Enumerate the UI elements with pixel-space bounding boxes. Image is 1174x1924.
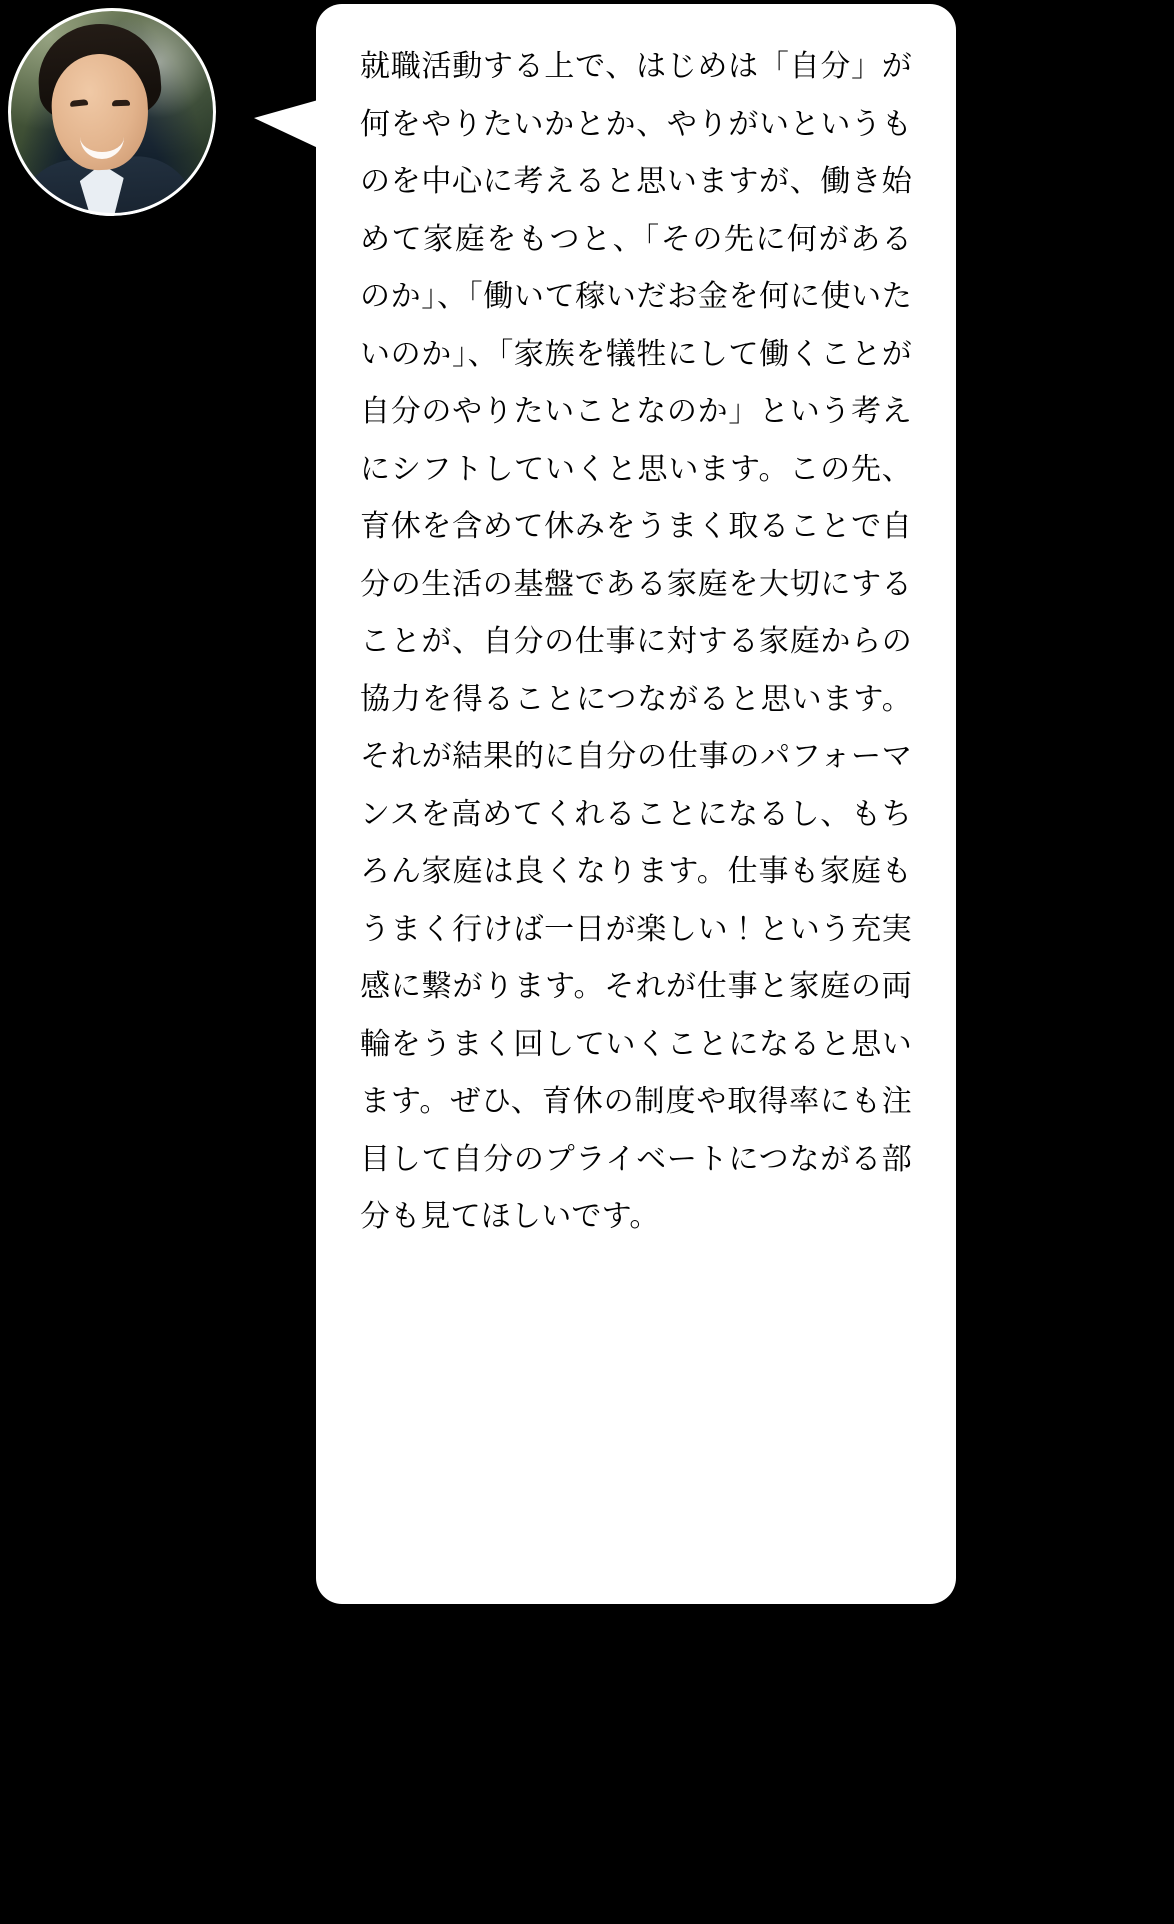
- avatar: [8, 8, 216, 216]
- interview-quote-text: 就職活動する上で、はじめは「自分」が何をやりたいかとか、やりがいというものを中心に考えると思いますが、働き始めて家庭をもつと、「その先に何があるのか」、「働いて稼いだお金を何に使いたいのか」、「家族を犠牲にして働くことが自分のやりたいことなのか」という考えにシフトしていくと思います。この先、育休を含めて休みをうまく取ることで自分の生活の基盤である家庭を大切にすることが、自分の仕事に対する家庭からの協力を得ることにつながると思います。それが結果的に自分の仕事のパフォーマンスを高めてくれることになるし、もちろん家庭は良くなります。仕事も家庭もうまく行けば一日が楽しい！という充実感に繋がります。それが仕事と家庭の両輪をうまく回していくことになると思います。ぜひ、育休の制度や取得率にも注目して自分のプライベートにつながる部分も見てほしいです。: [360, 49, 912, 1234]
- avatar-photo: [8, 8, 216, 216]
- avatar-eye-right: [112, 100, 130, 107]
- speech-bubble-tail: [254, 100, 318, 148]
- speech-bubble: [316, 4, 956, 1604]
